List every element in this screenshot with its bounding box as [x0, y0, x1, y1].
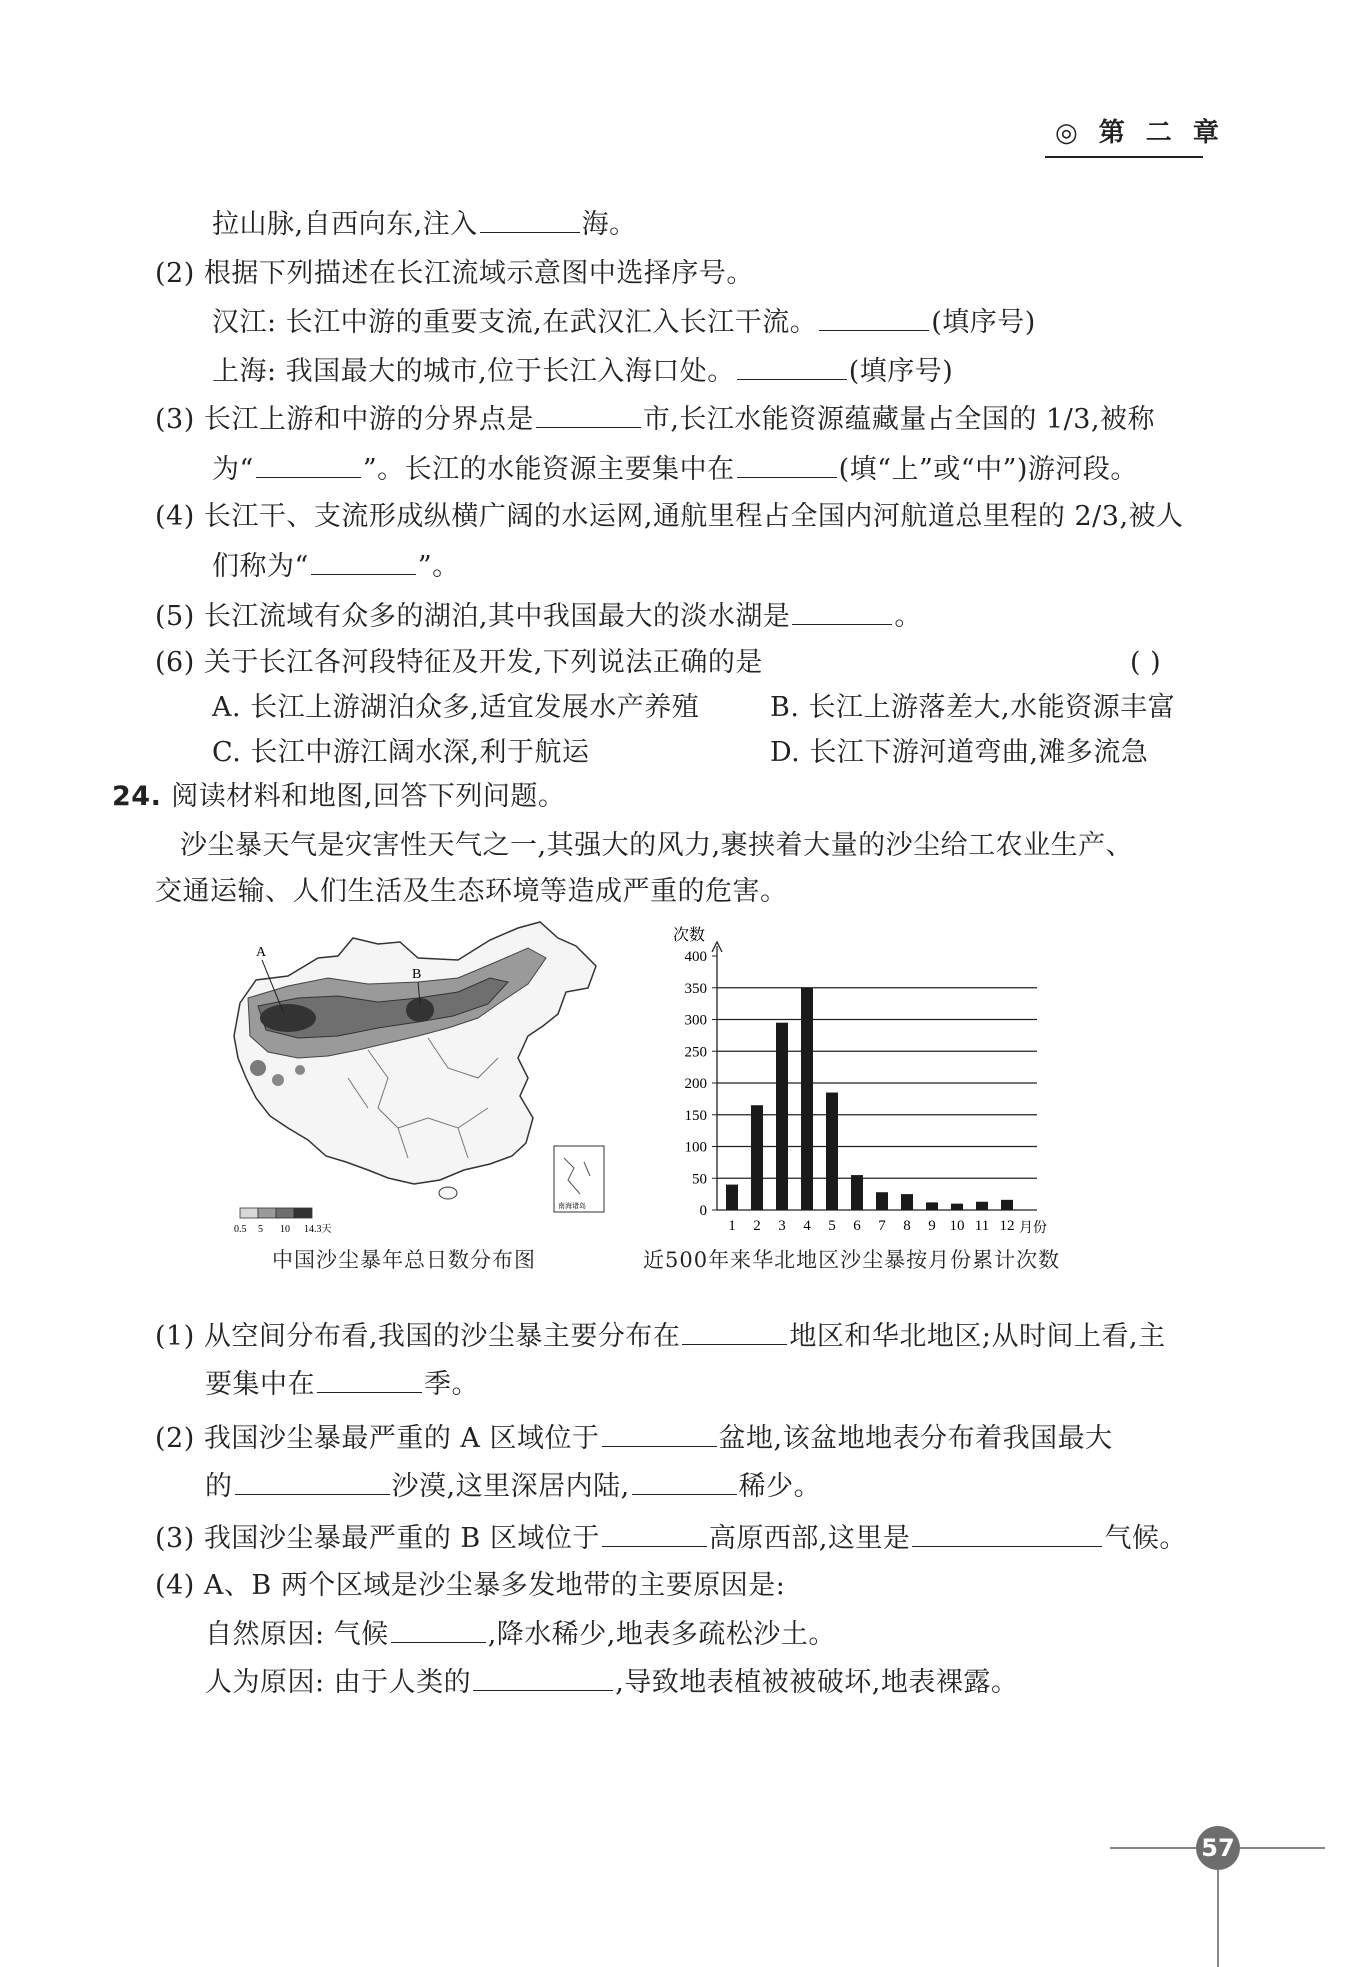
text-span: 气候。	[1104, 1523, 1187, 1554]
text-span: 的	[205, 1471, 233, 1502]
bar	[926, 1202, 938, 1210]
answer-blank[interactable]	[536, 401, 641, 428]
text-line	[212, 451, 1138, 488]
text-line	[155, 256, 754, 292]
text-line	[155, 401, 1155, 438]
x-tick-label: 6	[853, 1218, 861, 1234]
text-span: A. 长江上游湖泊众多,适宜发展水产养殖	[212, 692, 700, 723]
text-span: 沙漠,这里深居内陆,	[391, 1471, 630, 1502]
legend-value-1: 0.5	[234, 1224, 247, 1235]
text-span: 上海: 我国最大的城市,位于长江入海口处。	[212, 356, 735, 387]
answer-blank[interactable]	[473, 1664, 613, 1691]
text-span: (填序号)	[848, 356, 954, 387]
text-line	[155, 1520, 1187, 1557]
text-span: (填“上”或“中”)游河段。	[838, 454, 1138, 485]
text-span: 高原西部,这里是	[708, 1523, 911, 1554]
page-number: 57	[1196, 1826, 1240, 1870]
y-tick-label: 150	[684, 1107, 707, 1124]
y-tick-label: 300	[684, 1012, 707, 1029]
map-label-b: B	[412, 967, 422, 982]
text-line	[155, 645, 763, 681]
text-span: (4) A、B 两个区域是沙尘暴多发地带的主要原因是:	[155, 1570, 786, 1601]
y-tick-label: 250	[684, 1044, 707, 1061]
map-caption: 中国沙尘暴年总日数分布图	[272, 1248, 536, 1272]
text-line	[212, 548, 460, 585]
text-span: ”。	[417, 551, 460, 582]
text-span: 阅读材料和地图,回答下列问题。	[171, 781, 566, 812]
text-line	[155, 874, 788, 910]
answer-blank[interactable]	[391, 1616, 486, 1643]
bar	[751, 1105, 763, 1210]
text-span: ,导致地表植被被破坏,地表裸露。	[615, 1667, 1019, 1698]
text-span: (2) 根据下列描述在长江流域示意图中选择序号。	[155, 258, 754, 289]
x-tick-label: 7	[878, 1218, 886, 1234]
answer-blank[interactable]	[632, 1468, 737, 1495]
legend-swatch-2	[258, 1208, 276, 1218]
x-tick-label: 5	[828, 1218, 836, 1234]
text-line	[212, 690, 699, 726]
text-span: 拉山脉,自西向东,注入	[212, 209, 478, 240]
answer-blank[interactable]	[235, 1468, 390, 1495]
x-tick-label: 2	[753, 1218, 761, 1234]
y-tick-label: 350	[684, 980, 707, 997]
y-axis-label: 次数	[673, 927, 706, 944]
legend-swatch-1	[240, 1208, 258, 1218]
y-tick-label: 0	[699, 1203, 707, 1219]
answer-blank[interactable]	[602, 1420, 717, 1447]
text-span: 们称为“	[212, 551, 309, 582]
question-number: 24.	[112, 781, 172, 812]
text-span: C. 长江中游江阔水深,利于航运	[212, 737, 590, 768]
y-tick-label: 400	[684, 949, 707, 965]
x-tick-label: 1	[728, 1218, 736, 1234]
text-span: 季。	[424, 1369, 479, 1400]
answer-blank[interactable]	[682, 1318, 787, 1345]
answer-blank[interactable]	[480, 206, 580, 233]
text-line	[205, 1664, 1018, 1701]
text-span: (填序号)	[931, 307, 1036, 338]
x-tick-label: 11	[974, 1218, 990, 1234]
x-tick-label: 10	[949, 1218, 965, 1234]
text-span: ”。长江的水能资源主要集中在	[362, 454, 735, 485]
text-span: 沙尘暴天气是灾害性天气之一,其强大的风力,裹挟着大量的沙尘给工农业生产、	[180, 830, 1134, 861]
x-tick-label: 4	[803, 1218, 811, 1234]
map-label-a: A	[256, 945, 267, 960]
text-line	[770, 690, 1175, 726]
text-line	[205, 1468, 821, 1505]
legend-swatch-4	[294, 1208, 312, 1218]
dust-storm-map	[228, 918, 608, 1236]
text-line	[112, 779, 565, 815]
legend-swatch-3	[276, 1208, 294, 1218]
text-span: 为“	[212, 454, 254, 485]
text-span: (2) 我国沙尘暴最严重的 A 区域位于	[155, 1423, 600, 1454]
x-tick-label: 3	[778, 1218, 786, 1234]
answer-blank[interactable]	[602, 1520, 707, 1547]
answer-blank[interactable]	[256, 451, 361, 478]
dust-storm-bar-chart	[655, 922, 1095, 1240]
text-line	[770, 735, 1148, 771]
text-span: 盆地,该盆地地表分布着我国最大	[718, 1423, 1113, 1454]
text-line	[212, 353, 953, 390]
x-tick-label: 8	[903, 1218, 911, 1234]
text-span: 汉江: 长江中游的重要支流,在武汉汇入长江干流。	[212, 307, 818, 338]
x-axis-label: 月份	[1019, 1221, 1047, 1236]
header-rule	[1045, 156, 1203, 158]
legend-value-3: 10	[280, 1224, 290, 1235]
text-span: (4) 长江干、支流形成纵横广阔的水运网,通航里程占全国内河航道总里程的 2/3,被人	[155, 501, 1184, 532]
bar	[976, 1202, 988, 1210]
inset-label: 南海诸岛	[558, 1202, 586, 1210]
text-line	[155, 1420, 1113, 1457]
text-line	[155, 499, 1184, 535]
answer-blank[interactable]	[792, 598, 892, 625]
text-span: B. 长江上游落差大,水能资源丰富	[770, 692, 1176, 723]
text-line	[205, 1366, 479, 1403]
bar	[801, 988, 813, 1210]
answer-blank[interactable]	[317, 1366, 422, 1393]
bar	[726, 1185, 738, 1210]
bar	[901, 1194, 913, 1210]
text-span: 海。	[581, 209, 637, 240]
answer-blank[interactable]	[819, 304, 929, 331]
text-span: (1) 从空间分布看,我国的沙尘暴主要分布在	[155, 1321, 681, 1352]
answer-blank[interactable]	[737, 353, 847, 380]
y-tick-label: 50	[692, 1171, 707, 1188]
chapter-header: ◎ 第 二 章	[1055, 118, 1225, 148]
page-number-vrule	[1217, 1870, 1219, 1967]
text-span: (3) 我国沙尘暴最严重的 B 区域位于	[155, 1523, 600, 1554]
text-line	[155, 598, 922, 635]
text-span: D. 长江下游河道弯曲,滩多流急	[770, 737, 1149, 768]
x-tick-label: 12	[999, 1218, 1015, 1234]
text-line	[205, 1616, 836, 1653]
text-span: (3) 长江上游和中游的分界点是	[155, 404, 534, 435]
text-span: 市,长江水能资源蕴藏量占全国的 1/3,被称	[642, 404, 1156, 435]
text-line	[212, 735, 589, 771]
text-line	[155, 1318, 1166, 1355]
chart-caption: 近500年来华北地区沙尘暴按月份累计次数	[643, 1248, 1061, 1272]
bar	[851, 1175, 863, 1210]
bar	[776, 1023, 788, 1210]
text-span: 人为原因: 由于人类的	[205, 1667, 472, 1698]
text-line	[212, 206, 637, 243]
text-span: 。	[894, 601, 922, 632]
text-span: 地区和华北地区;从时间上看,主	[789, 1321, 1166, 1352]
bar	[1001, 1200, 1013, 1210]
text-span: 稀少。	[738, 1471, 822, 1502]
text-span: ( )	[1130, 647, 1162, 678]
legend-value-2: 5	[258, 1224, 263, 1235]
text-span: 自然原因: 气候	[205, 1619, 389, 1650]
text-line	[1130, 645, 1161, 681]
text-span: 交通运输、人们生活及生态环境等造成严重的危害。	[155, 876, 788, 907]
text-span: (5) 长江流域有众多的湖泊,其中我国最大的淡水湖是	[155, 601, 791, 632]
text-span: 要集中在	[205, 1369, 315, 1400]
legend-value-4: 14.3天	[304, 1224, 332, 1235]
text-line	[155, 1568, 785, 1604]
x-tick-label: 9	[928, 1218, 936, 1234]
text-span: ,降水稀少,地表多疏松沙土。	[487, 1619, 836, 1650]
answer-blank[interactable]	[912, 1520, 1102, 1547]
bar	[876, 1192, 888, 1210]
bar	[826, 1093, 838, 1210]
y-tick-label: 100	[684, 1139, 707, 1156]
text-line	[180, 828, 1133, 864]
text-span: (6) 关于长江各河段特征及开发,下列说法正确的是	[155, 647, 763, 678]
answer-blank[interactable]	[311, 548, 416, 575]
answer-blank[interactable]	[737, 451, 837, 478]
bar	[951, 1204, 963, 1210]
text-line	[212, 304, 1036, 341]
y-tick-label: 200	[684, 1076, 707, 1092]
